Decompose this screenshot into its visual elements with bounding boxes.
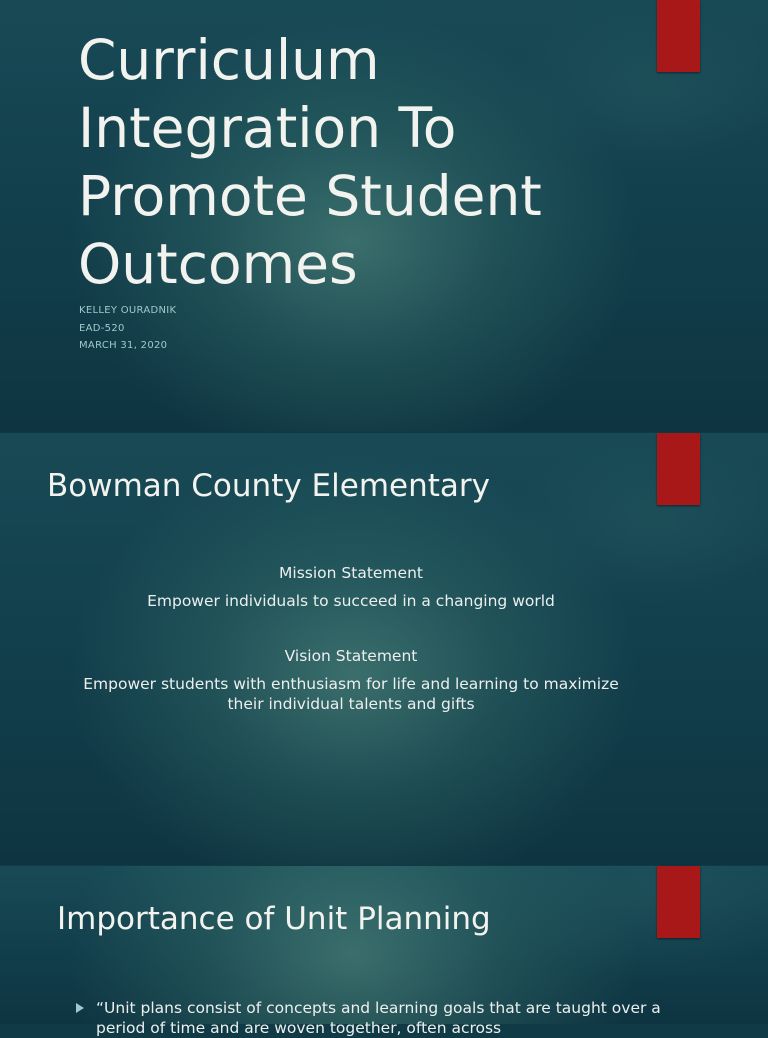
slide-school-statements (0, 433, 768, 865)
course-code: EAD-520 (79, 322, 125, 334)
slide-heading: Bowman County Elementary (47, 468, 490, 504)
subtitle-block (79, 302, 176, 355)
accent-bar (657, 866, 700, 938)
accent-bar (657, 0, 700, 72)
triangle-bullet-icon (76, 1003, 84, 1013)
author-name: KELLEY OURADNIK (79, 305, 177, 316)
mission-heading: Mission Statement (279, 564, 423, 582)
vision-heading: Vision Statement (284, 647, 418, 665)
accent-bar (657, 433, 700, 505)
slide-title (0, 0, 768, 432)
slide-heading: Importance of Unit Planning (57, 901, 491, 937)
vision-text: Empower students with enthusiasm for life and learning to maximize their individual talents and gifts (83, 675, 619, 713)
bullet-text: “Unit plans consist of concepts and learning goals that are taught over a period of time and are woven together, often across (96, 999, 661, 1037)
slide-unit-planning (0, 866, 768, 1037)
mission-text: Empower individuals to succeed in a changing world (147, 592, 555, 610)
slide-title-heading: Curriculum Integration To Promote Student Outcomes (78, 28, 542, 296)
presentation-date: MARCH 31, 2020 (79, 340, 168, 351)
